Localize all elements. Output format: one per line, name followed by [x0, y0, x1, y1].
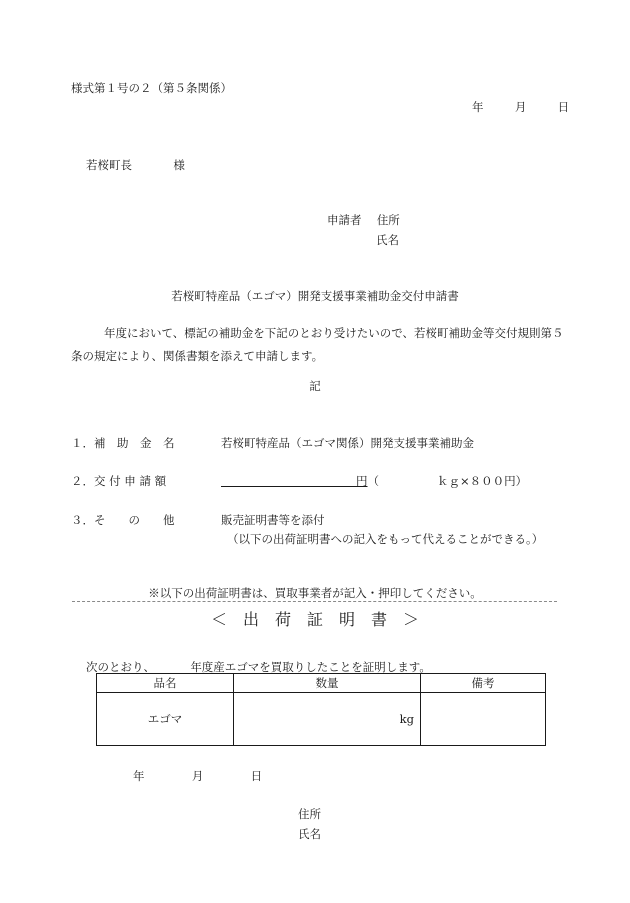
item3-value: 販売証明書等を添付 [221, 513, 325, 527]
cut-line-divider [72, 601, 557, 602]
item-requested-amount [71, 473, 527, 489]
cell-item-name: エゴマ [97, 693, 234, 746]
form-number: 様式第１号の２（第５条関係） [71, 81, 232, 95]
certificate-notice: ※以下の出荷証明書は、買取事業者が記入・押印してください。 [148, 586, 482, 600]
table-row [97, 693, 546, 746]
cert-date-year-label: 年 [133, 769, 145, 783]
document-title: 若桜町特産品（エゴマ）開発支援事業補助金交付申請書 [171, 289, 459, 303]
applicant-role-label: 申請者 [327, 213, 362, 227]
table-header-row [97, 674, 546, 693]
cell-remarks[interactable] [421, 693, 546, 746]
certificate-date [133, 768, 262, 784]
date-day-label: 日 [557, 100, 570, 114]
applicant-address-label: 住所 [376, 213, 400, 227]
ki-heading: 記 [309, 379, 321, 393]
column-header-item: 品名 [97, 674, 234, 693]
shipment-table [96, 673, 546, 746]
addressee [86, 157, 185, 173]
cell-quantity[interactable] [234, 693, 421, 746]
item1-label: １．補 助 金 名 [71, 436, 175, 450]
application-date [472, 99, 569, 115]
addressee-name: 若桜町長 [86, 158, 132, 172]
date-month-label: 月 [514, 100, 527, 114]
applicant-name-label: 氏名 [376, 233, 399, 247]
cert-date-month-label: 月 [191, 769, 204, 783]
item2-label: ２．交 付 申 請 額 [71, 474, 167, 488]
quantity-unit: kg [399, 712, 414, 726]
addressee-honorific: 様 [173, 158, 185, 172]
column-header-remarks: 備考 [421, 674, 546, 693]
date-year-label: 年 [472, 100, 484, 114]
certifier-address-label: 住所 [298, 807, 321, 821]
certificate-intro-prefix: 次のとおり、 [86, 660, 155, 674]
cert-date-day-label: 日 [250, 769, 263, 783]
amount-input-line[interactable] [221, 474, 356, 487]
certificate-title: ＜ 出 荷 証 明 書 ＞ [210, 610, 419, 629]
certifier-name-label: 氏名 [298, 827, 321, 841]
body-text: 年度において、標記の補助金を下記のとおり受けたいので、若桜町補助金等交付規則第５条の規定により、関係書類を添えて申請します。 [71, 326, 564, 363]
item3-label: ３．そ の 他 [71, 513, 175, 527]
certificate-intro-suffix: 年度産エゴマを買取りしたことを証明します。 [190, 660, 431, 674]
item-subsidy-name [71, 435, 474, 451]
item2-yen: 円 [356, 474, 368, 488]
item2-calc-open: （ [367, 474, 379, 488]
item2-calc: ｋｇ×８００円） [437, 474, 528, 488]
applicant-address-row [327, 212, 400, 228]
item3-note: （以下の出荷証明書への記入をもって代えることができる。） [227, 532, 544, 546]
item-other [71, 512, 325, 528]
item1-value: 若桜町特産品（エゴマ関係）開発支援事業補助金 [221, 436, 474, 450]
column-header-quantity: 数量 [234, 674, 421, 693]
